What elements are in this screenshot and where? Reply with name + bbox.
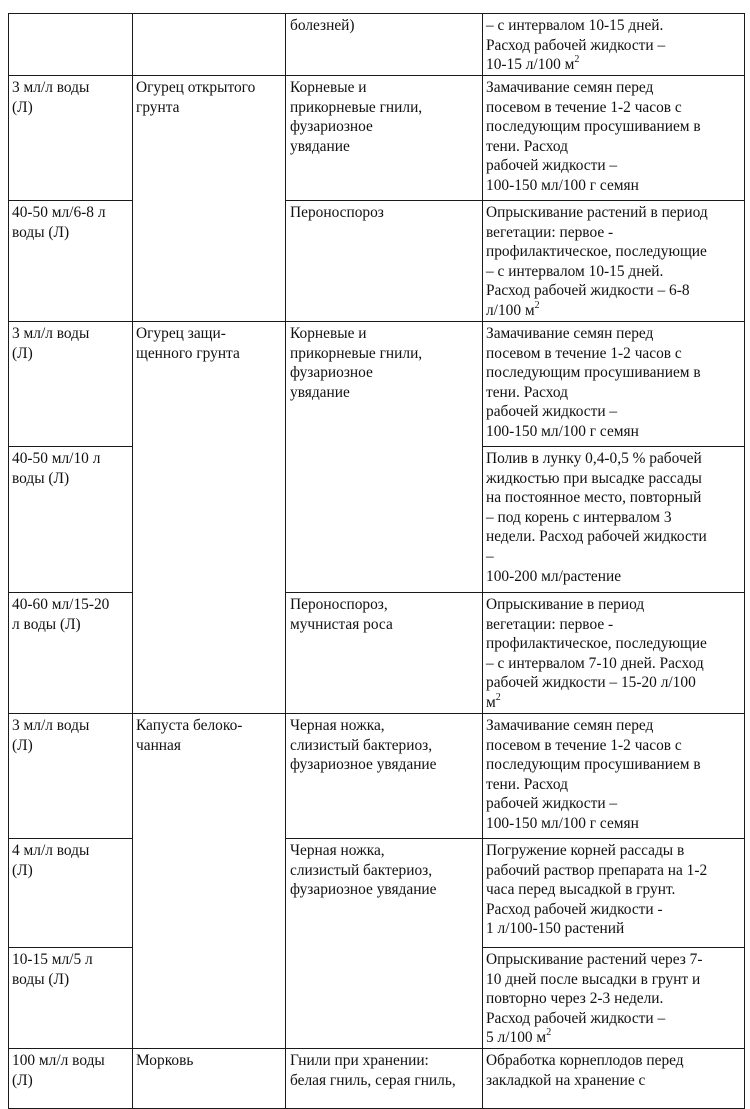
disease-cell <box>286 714 483 839</box>
cell-text-line: Черная ножка, <box>290 717 385 734</box>
cell-text-line: посевом в течение 1-2 часов с <box>486 98 682 116</box>
disease-cell <box>286 839 483 1049</box>
method-cell <box>483 322 745 447</box>
crop-cell <box>133 14 286 76</box>
cell-text-line: тени. Расход <box>486 383 568 401</box>
cell-text-line: недели. Расход рабочей жидкости <box>486 528 707 546</box>
cell-text-line: грунта <box>136 98 180 116</box>
cell-text-line: увядание <box>290 383 350 401</box>
dose-cell <box>9 714 133 839</box>
method-cell <box>483 948 745 1049</box>
cell-text-line: белая гниль, серая гниль, <box>290 1071 456 1089</box>
crop-cell <box>133 76 286 322</box>
cell-text-line: вегетации: первое - <box>486 615 614 633</box>
disease-cell <box>286 593 483 714</box>
cell-text-line: (Л) <box>12 1071 33 1089</box>
cell-text-line: 100 мл/л воды <box>12 1051 105 1069</box>
cell-text-line: прикорневые гнили, <box>290 98 423 116</box>
cell-text-line: Пероноспороз <box>290 204 384 221</box>
disease-cell <box>286 76 483 201</box>
cell-text-line: Корневые и <box>290 325 367 342</box>
cell-text-line: последующим просушиванием в <box>486 118 701 136</box>
cell-text-line: Расход рабочей жидкости – 6-8 <box>486 282 690 300</box>
table-row <box>9 1048 745 1108</box>
cell-text-line: Капуста белоко- <box>136 717 243 734</box>
cell-text-line: – под корень с интервалом 3 <box>486 508 672 526</box>
cell-text-line: 100-150 мл/100 г семян <box>486 814 639 832</box>
cell-text-line: Замачивание семян перед <box>486 325 654 342</box>
cell-text-line: последующим просушиванием в <box>486 364 701 382</box>
cell-text-line: 40-50 мл/6-8 л <box>12 204 106 221</box>
table-row <box>9 201 745 322</box>
cell-text-line: Черная ножка, <box>290 842 385 859</box>
superscript: 2 <box>574 54 580 66</box>
cell-text-line: Расход рабочей жидкости – <box>486 36 666 54</box>
cell-text-line: 10-15 л/100 $м^2$ <box>486 54 580 74</box>
disease-cell <box>286 1048 483 1108</box>
cell-text-line: 40-60 мл/15-20 <box>12 596 110 613</box>
method-cell <box>483 14 745 76</box>
cell-text-line: 3 мл/л воды <box>12 79 90 96</box>
cell-text-line: болезней) <box>290 17 355 34</box>
cell-text-line: фузариозное увядание <box>290 756 437 774</box>
cell-text-line: тени. Расход <box>486 775 568 793</box>
cell-text-line: 3 мл/л воды <box>12 717 90 734</box>
dose-cell <box>9 447 133 593</box>
dose-cell <box>9 593 133 714</box>
cell-text-line: Опрыскивание в период <box>486 596 645 613</box>
method-cell <box>483 1048 745 1108</box>
cell-text-line: 10 дней после высадки в грунт и <box>486 970 701 988</box>
cell-text-line: посевом в течение 1-2 часов с <box>486 736 682 754</box>
cell-text-line: закладкой на хранение с <box>486 1071 646 1089</box>
cell-text-line: воды (Л) <box>12 970 70 988</box>
table-row <box>9 322 745 447</box>
cell-text-line: воды (Л) <box>12 223 70 241</box>
disease-cell <box>286 201 483 322</box>
cell-text-line: щенного грунта <box>136 344 240 362</box>
cell-text-line: $м^2$ <box>486 691 501 711</box>
cell-text-line: – с интервалом 10-15 дней. <box>486 17 664 34</box>
crop-cell <box>133 1048 286 1108</box>
cell-text-line: фузариозное <box>290 118 373 136</box>
cell-text-line: рабочей жидкости – 15-20 л/100 <box>486 674 696 692</box>
cell-text-line: часа перед высадкой в грунт. <box>486 881 676 899</box>
cell-text-line: Полив в лунку 0,4-0,5 % рабочей <box>486 450 702 467</box>
table-row <box>9 714 745 839</box>
cell-text-line: Опрыскивание растений в период <box>486 204 708 221</box>
cell-text-line: воды (Л) <box>12 469 70 487</box>
cell-text-line: профилактическое, последующие <box>486 243 707 261</box>
crop-cell <box>133 322 286 714</box>
cell-text-line: на постоянное место, повторный <box>486 489 702 507</box>
method-cell <box>483 714 745 839</box>
dose-cell <box>9 76 133 201</box>
cell-text-line: рабочей жидкости – <box>486 157 618 175</box>
cell-text-line: 4 мл/л воды <box>12 842 90 859</box>
cell-text-line: Расход рабочей жидкости - <box>486 900 663 918</box>
disease-cell <box>286 14 483 76</box>
superscript: 2 <box>546 1027 552 1039</box>
table-body <box>9 14 745 1109</box>
cell-text-line: Замачивание семян перед <box>486 79 654 96</box>
cell-text-line: 3 мл/л воды <box>12 325 90 342</box>
cell-text-line: фузариозное <box>290 364 373 382</box>
cell-text-line: фузариозное увядание <box>290 881 437 899</box>
cell-text-line: Морковь <box>136 1051 194 1069</box>
superscript: 2 <box>495 691 501 703</box>
cell-text-line: л воды (Л) <box>12 615 81 633</box>
cell-text-line: слизистый бактериоз, <box>290 861 433 879</box>
superscript: 2 <box>534 299 540 311</box>
cell-text-line: Обработка корнеплодов перед <box>486 1051 684 1069</box>
dose-cell <box>9 322 133 447</box>
cell-text-line: 100-150 мл/100 г семян <box>486 422 639 440</box>
pesticide-application-table <box>8 13 745 1109</box>
cell-text-line: рабочей жидкости – <box>486 795 618 813</box>
method-cell <box>483 201 745 322</box>
table-row <box>9 14 745 76</box>
crop-cell <box>133 714 286 1049</box>
cell-text-line: Погружение корней рассады в <box>486 842 685 859</box>
cell-text-line: профилактическое, последующие <box>486 635 707 653</box>
cell-text-line: Огурец открытого <box>136 79 256 96</box>
method-cell <box>483 447 745 593</box>
cell-text-line: рабочей жидкости – <box>486 403 618 421</box>
dose-cell <box>9 839 133 948</box>
cell-text-line: последующим просушиванием в <box>486 756 701 774</box>
cell-text-line: (Л) <box>12 344 33 362</box>
cell-text-line: вегетации: первое - <box>486 223 614 241</box>
cell-text-line: Гнили при хранении: <box>290 1051 429 1069</box>
table-row <box>9 593 745 714</box>
cell-text-line: тени. Расход <box>486 137 568 155</box>
method-cell <box>483 593 745 714</box>
cell-text-line: л/100 $м^2$ <box>486 299 540 319</box>
cell-text-line: 1 л/100-150 растений <box>486 920 625 938</box>
dose-cell <box>9 14 133 76</box>
cell-text-line: мучнистая роса <box>290 615 393 633</box>
cell-text-line: 5 л/100 $м^2$ <box>486 1027 552 1047</box>
method-cell <box>483 76 745 201</box>
cell-text-line: 100-150 мл/100 г семян <box>486 176 639 194</box>
cell-text-line: повторно через 2-3 недели. <box>486 990 664 1008</box>
dose-cell <box>9 201 133 322</box>
cell-text-line: слизистый бактериоз, <box>290 736 433 754</box>
cell-text-line: чанная <box>136 736 181 754</box>
cell-text-line: Замачивание семян перед <box>486 717 654 734</box>
cell-text-line: посевом в течение 1-2 часов с <box>486 344 682 362</box>
dose-cell <box>9 948 133 1049</box>
cell-text-line: Пероноспороз, <box>290 596 388 613</box>
disease-cell <box>286 322 483 593</box>
cell-text-line: Опрыскивание растений через 7- <box>486 951 703 968</box>
cell-text-line: (Л) <box>12 861 33 879</box>
cell-text-line: рабочий раствор препарата на 1-2 <box>486 861 708 879</box>
dose-cell <box>9 1048 133 1108</box>
cell-text-line: жидкостью при высадке рассады <box>486 469 702 487</box>
cell-text-line: Корневые и <box>290 79 367 96</box>
cell-text-line: Расход рабочей жидкости – <box>486 1009 666 1027</box>
table-row <box>9 76 745 201</box>
cell-text-line: 100-200 мл/растение <box>486 567 622 585</box>
cell-text-line: Огурец защи- <box>136 325 226 342</box>
cell-text-line: – с интервалом 10-15 дней. <box>486 262 664 280</box>
cell-text-line: 10-15 мл/5 л <box>12 951 93 968</box>
cell-text-line: прикорневые гнили, <box>290 344 423 362</box>
table-row <box>9 839 745 948</box>
method-cell <box>483 839 745 948</box>
cell-text-line: – с интервалом 7-10 дней. Расход <box>486 654 704 672</box>
cell-text-line: – <box>486 547 494 565</box>
cell-text-line: увядание <box>290 137 350 155</box>
cell-text-line: (Л) <box>12 736 33 754</box>
cell-text-line: (Л) <box>12 98 33 116</box>
cell-text-line: 40-50 мл/10 л <box>12 450 101 467</box>
